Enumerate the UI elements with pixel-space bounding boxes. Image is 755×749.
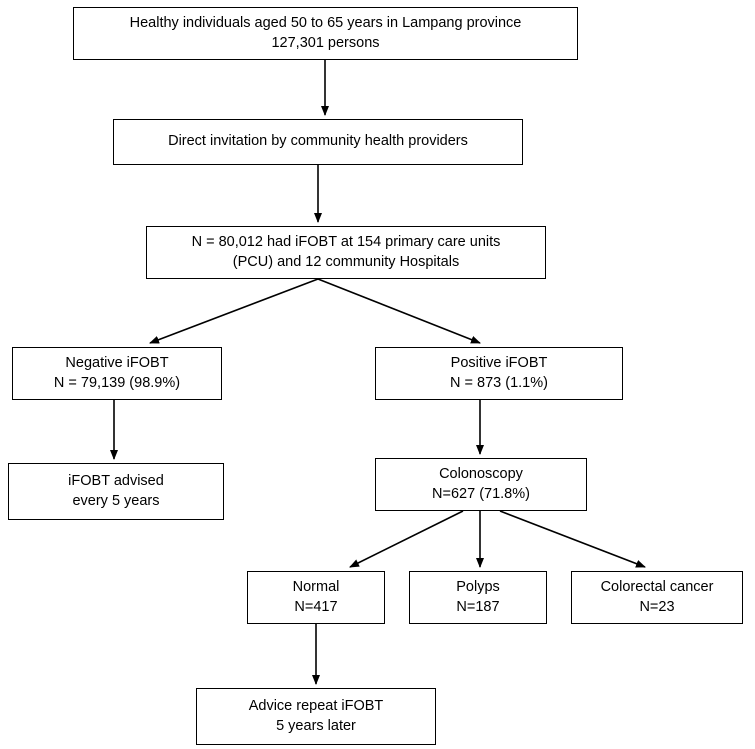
- node-text-line: N = 80,012 had iFOBT at 154 primary care units: [191, 233, 501, 250]
- node-text-line: Colorectal cancer: [600, 578, 714, 595]
- node-text-line: Healthy individuals aged 50 to 65 years in Lampang province: [129, 14, 522, 31]
- node-text-line: iFOBT advised: [68, 472, 164, 489]
- node-text-line: Normal: [292, 578, 340, 595]
- edge-ifobt-to-positive: [318, 279, 480, 343]
- node-text-line: Positive iFOBT: [450, 354, 548, 371]
- node-text-line: N=627 (71.8%): [432, 485, 530, 502]
- node-text-line: N = 79,139 (98.9%): [53, 374, 181, 391]
- node-invitation: [113, 119, 523, 165]
- node-text-line: Direct invitation by community health providers: [168, 133, 468, 150]
- node-text-line: N=417: [294, 598, 338, 615]
- node-ifobt-advised-5-years: [8, 463, 224, 520]
- node-text-line: 5 years later: [276, 717, 356, 734]
- node-text-line: Negative iFOBT: [65, 354, 169, 371]
- node-text-line: Polyps: [456, 578, 500, 595]
- node-colonoscopy: [375, 458, 587, 511]
- node-text-line: 127,301 persons: [271, 34, 380, 51]
- node-polyps: [409, 571, 547, 624]
- edge-colonoscopy-to-cancer: [500, 511, 645, 567]
- node-text-line: N=23: [639, 598, 675, 615]
- node-advice-repeat-ifobt: [196, 688, 436, 745]
- node-normal: [247, 571, 385, 624]
- edge-colonoscopy-to-normal: [350, 511, 463, 567]
- node-population: [73, 7, 578, 60]
- node-positive-ifobt: [375, 347, 623, 400]
- node-text-line: N = 873 (1.1%): [450, 374, 548, 391]
- node-colorectal-cancer: [571, 571, 743, 624]
- node-text-line: Advice repeat iFOBT: [248, 697, 384, 714]
- node-text-line: (PCU) and 12 community Hospitals: [232, 253, 460, 270]
- node-text-line: every 5 years: [72, 492, 160, 509]
- edge-ifobt-to-negative: [150, 279, 318, 343]
- node-negative-ifobt: [12, 347, 222, 400]
- node-text-line: N=187: [456, 598, 500, 615]
- node-ifobt-performed: [146, 226, 546, 279]
- node-text-line: Colonoscopy: [439, 465, 523, 482]
